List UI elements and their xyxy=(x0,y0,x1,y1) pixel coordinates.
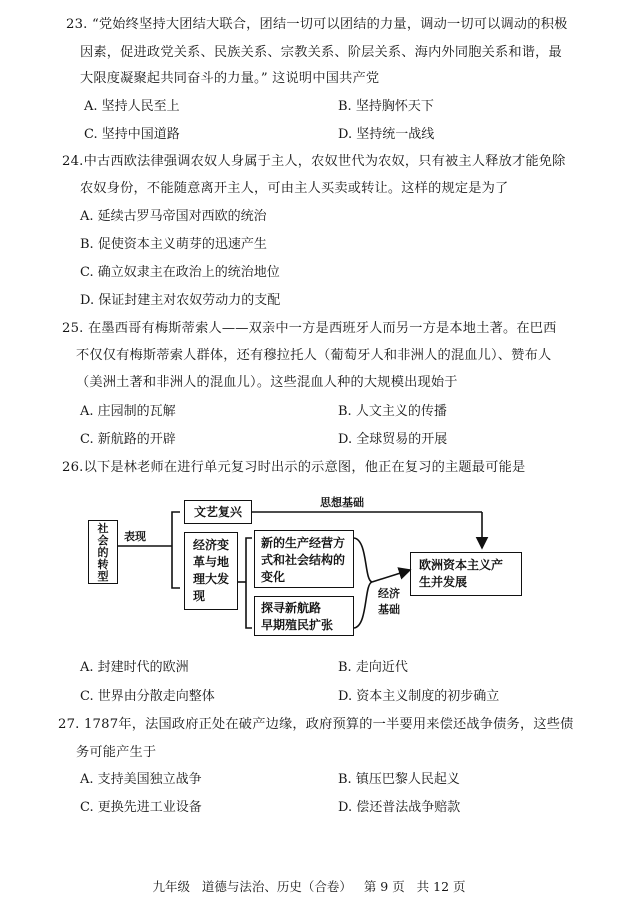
q23-option-c: C. 坚持中国道路 xyxy=(84,127,180,142)
q25-line-3: （美洲土著和非洲人的混血儿）。这些混血人种的大规模出现始于 xyxy=(76,375,458,390)
new-route-box: 探寻新航路 早期殖民扩张 xyxy=(254,596,354,636)
q25-option-b: B. 人文主义的传播 xyxy=(338,404,447,419)
q24-option-d: D. 保证封建主对农奴劳动力的支配 xyxy=(80,293,281,308)
q26-option-d: D. 资本主义制度的初步确立 xyxy=(338,689,500,704)
social-char-5: 型 xyxy=(97,570,109,583)
social-transformation-box xyxy=(88,520,118,584)
q27-line-1: 27. 1787年，法国政府正处在破产边缘，政府预算的一半要用来偿还战争债务，这些债 xyxy=(58,717,574,732)
q23-option-d: D. 坚持统一战线 xyxy=(338,127,435,142)
ideological-basis-label: 思想基础 xyxy=(320,496,364,509)
renaissance-box: 文艺复兴 xyxy=(184,500,252,524)
q27-line-2: 务可能产生于 xyxy=(76,745,157,760)
q25-option-d: D. 全球贸易的开展 xyxy=(338,432,448,447)
q27-option-a: A. 支持美国独立战争 xyxy=(80,772,202,787)
page-footer: 九年级 道德与法治、历史（合卷） 第 9 页 共 12 页 xyxy=(152,879,466,894)
left-bracket xyxy=(172,512,180,588)
q23-option-a: A. 坚持人民至上 xyxy=(84,99,180,114)
social-transformation-text: 社 会 的 转 型 xyxy=(97,522,109,583)
q27-option-c: C. 更换先进工业设备 xyxy=(80,800,202,815)
capitalism-box: 欧洲资本主义产 生并发展 xyxy=(410,552,522,596)
q26-option-b: B. 走向近代 xyxy=(338,660,408,675)
economic-basis-label: 经济 基础 xyxy=(378,587,400,616)
q25-line-1: 25. 在墨西哥有梅斯蒂索人——双亲中一方是西班牙人而另一方是本地土著。在巴西 xyxy=(62,321,557,336)
q25-line-2: 不仅仅有梅斯蒂索人群体，还有穆拉托人（葡萄牙人和非洲人的混血儿）、赞布人 xyxy=(76,348,552,363)
q23-line-2: 因素，促进政党关系、民族关系、宗教关系、阶层关系、海内外同胞关系和谐，最 xyxy=(80,45,562,60)
economy-arrow xyxy=(372,570,410,582)
q25-option-c: C. 新航路的开辟 xyxy=(80,432,176,447)
q23-option-b: B. 坚持胸怀天下 xyxy=(338,99,434,114)
right-brace xyxy=(354,538,372,628)
inner-bracket-left xyxy=(246,538,252,628)
q27-option-b: B. 镇压巴黎人民起义 xyxy=(338,772,460,787)
q24-option-b: B. 促使资本主义萌芽的迅速产生 xyxy=(80,237,267,252)
q27-option-d: D. 偿还普法战争赔款 xyxy=(338,800,461,815)
q24-option-a: A. 延续古罗马帝国对西欧的统治 xyxy=(80,209,267,224)
q23-line-1: 23. “党始终坚持大团结大联合，团结一切可以团结的力量，调动一切可以调动的积极 xyxy=(66,17,568,32)
q26-line-1: 26.以下是林老师在进行单元复习时出示的示意图，他正在复习的主题最可能是 xyxy=(62,460,526,475)
q24-line-1: 24.中古西欧法律强调农奴人身属于主人，农奴世代为农奴，只有被主人释放才能免除 xyxy=(62,154,566,169)
economic-change-box: 经济变 革与地 理大发 现 xyxy=(184,532,238,610)
q24-option-c: C. 确立奴隶主在政治上的统治地位 xyxy=(80,265,280,280)
new-production-box: 新的生产经营方 式和社会结构的 变化 xyxy=(254,530,354,588)
q26-option-a: A. 封建时代的欧洲 xyxy=(80,660,189,675)
expression-label: 表现 xyxy=(124,530,146,543)
q25-option-a: A. 庄园制的瓦解 xyxy=(80,404,176,419)
q26-option-c: C. 世界由分散走向整体 xyxy=(80,689,215,704)
q24-line-2: 农奴身份，不能随意离开主人，可由主人买卖或转让。这样的规定是为了 xyxy=(80,181,509,196)
q23-line-3: 大限度凝聚起共同奋斗的力量。” 这说明中国共产党 xyxy=(80,71,380,86)
